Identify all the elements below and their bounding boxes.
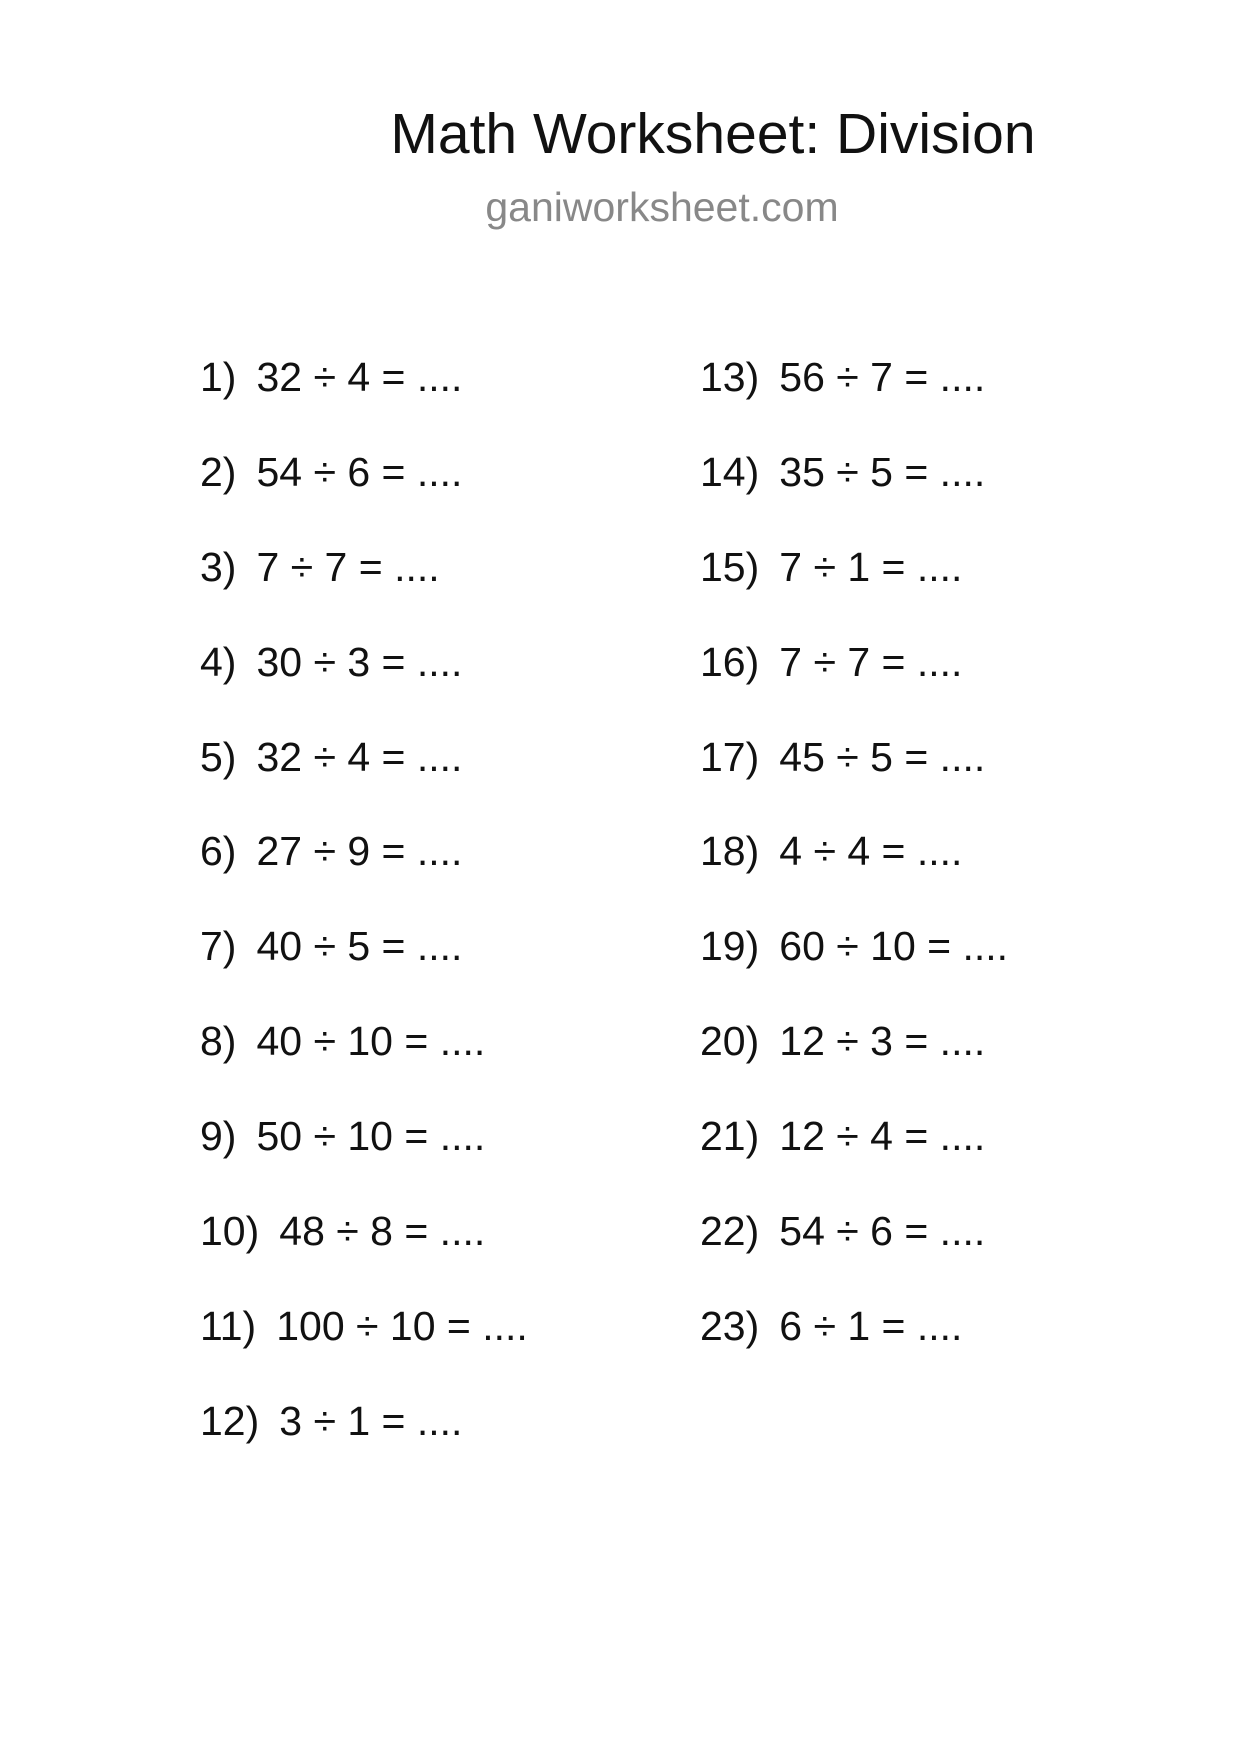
- problem-number: 6): [200, 828, 237, 875]
- problem-expression: 40 ÷ 5 = ....: [256, 923, 463, 970]
- problem-number: 21): [700, 1113, 760, 1160]
- problem-column-right: [700, 347, 1008, 1391]
- problem-expression: 3 ÷ 1 = ....: [279, 1397, 463, 1444]
- problem-item: [200, 1106, 528, 1201]
- problem-item: [700, 727, 1008, 822]
- problem-item: [200, 1201, 528, 1296]
- problem-item: [700, 821, 1008, 916]
- problem-number: 23): [700, 1302, 760, 1349]
- problem-expression: 54 ÷ 6 = ....: [256, 448, 463, 495]
- problem-expression: 30 ÷ 3 = ....: [256, 638, 463, 685]
- problem-item: [200, 916, 528, 1011]
- problem-expression: 35 ÷ 5 = ....: [779, 448, 986, 495]
- problem-item: [200, 347, 528, 442]
- problem-expression: 7 ÷ 7 = ....: [779, 638, 963, 685]
- problem-item: [700, 1106, 1008, 1201]
- problem-item: [700, 632, 1008, 727]
- problem-expression: 48 ÷ 8 = ....: [279, 1208, 486, 1255]
- problem-expression: 6 ÷ 1 = ....: [779, 1302, 963, 1349]
- problem-expression: 54 ÷ 6 = ....: [779, 1208, 986, 1255]
- problem-expression: 4 ÷ 4 = ....: [779, 828, 963, 875]
- problem-item: [200, 727, 528, 822]
- problem-item: [200, 442, 528, 537]
- problem-number: 2): [200, 448, 237, 495]
- problem-number: 4): [200, 638, 237, 685]
- problem-number: 19): [700, 923, 760, 970]
- problem-item: [700, 347, 1008, 442]
- problem-number: 17): [700, 733, 760, 780]
- problem-expression: 32 ÷ 4 = ....: [256, 733, 463, 780]
- problem-number: 15): [700, 543, 760, 590]
- problem-expression: 56 ÷ 7 = ....: [779, 354, 986, 400]
- problem-number: 13): [700, 354, 760, 400]
- problem-item: [200, 537, 528, 632]
- problem-expression: 32 ÷ 4 = ....: [256, 354, 463, 400]
- problem-number: 5): [200, 733, 237, 780]
- problem-expression: 40 ÷ 10 = ....: [256, 1018, 486, 1065]
- problem-expression: 27 ÷ 9 = ....: [256, 828, 463, 875]
- problem-number: 14): [700, 448, 760, 495]
- problem-number: 20): [700, 1018, 760, 1065]
- problem-expression: 7 ÷ 7 = ....: [256, 543, 440, 590]
- problem-number: 10): [200, 1208, 260, 1255]
- worksheet-title: Math Worksheet: Division: [390, 102, 1036, 166]
- problem-expression: 60 ÷ 10 = ....: [779, 923, 1009, 970]
- problem-number: 16): [700, 638, 760, 685]
- problem-number: 8): [200, 1018, 237, 1065]
- problem-item: [700, 1296, 1008, 1391]
- problem-expression: 45 ÷ 5 = ....: [779, 733, 986, 780]
- problem-item: [200, 1011, 528, 1106]
- problem-number: 12): [200, 1397, 260, 1444]
- problem-item: [200, 1296, 528, 1391]
- problem-number: 7): [200, 923, 237, 970]
- problem-item: [700, 1201, 1008, 1296]
- problem-expression: 50 ÷ 10 = ....: [256, 1113, 486, 1160]
- problem-item: [700, 916, 1008, 1011]
- problem-item: [700, 537, 1008, 632]
- problem-expression: 100 ÷ 10 = ....: [276, 1302, 528, 1349]
- worksheet-source: ganiworksheet.com: [485, 184, 839, 230]
- problem-expression: 12 ÷ 3 = ....: [779, 1018, 986, 1065]
- problem-item: [700, 1011, 1008, 1106]
- problem-item: [200, 821, 528, 916]
- problem-column-left: [200, 347, 528, 1486]
- problem-number: 18): [700, 828, 760, 875]
- problem-number: 1): [200, 354, 237, 400]
- problem-expression: 12 ÷ 4 = ....: [779, 1113, 986, 1160]
- problem-number: 11): [200, 1302, 257, 1349]
- problem-item: [700, 442, 1008, 537]
- problem-number: 22): [700, 1208, 760, 1255]
- problem-expression: 7 ÷ 1 = ....: [779, 543, 963, 590]
- problem-item: [200, 632, 528, 727]
- problem-item: [200, 1391, 528, 1486]
- problem-number: 3): [200, 543, 237, 590]
- problem-number: 9): [200, 1113, 237, 1160]
